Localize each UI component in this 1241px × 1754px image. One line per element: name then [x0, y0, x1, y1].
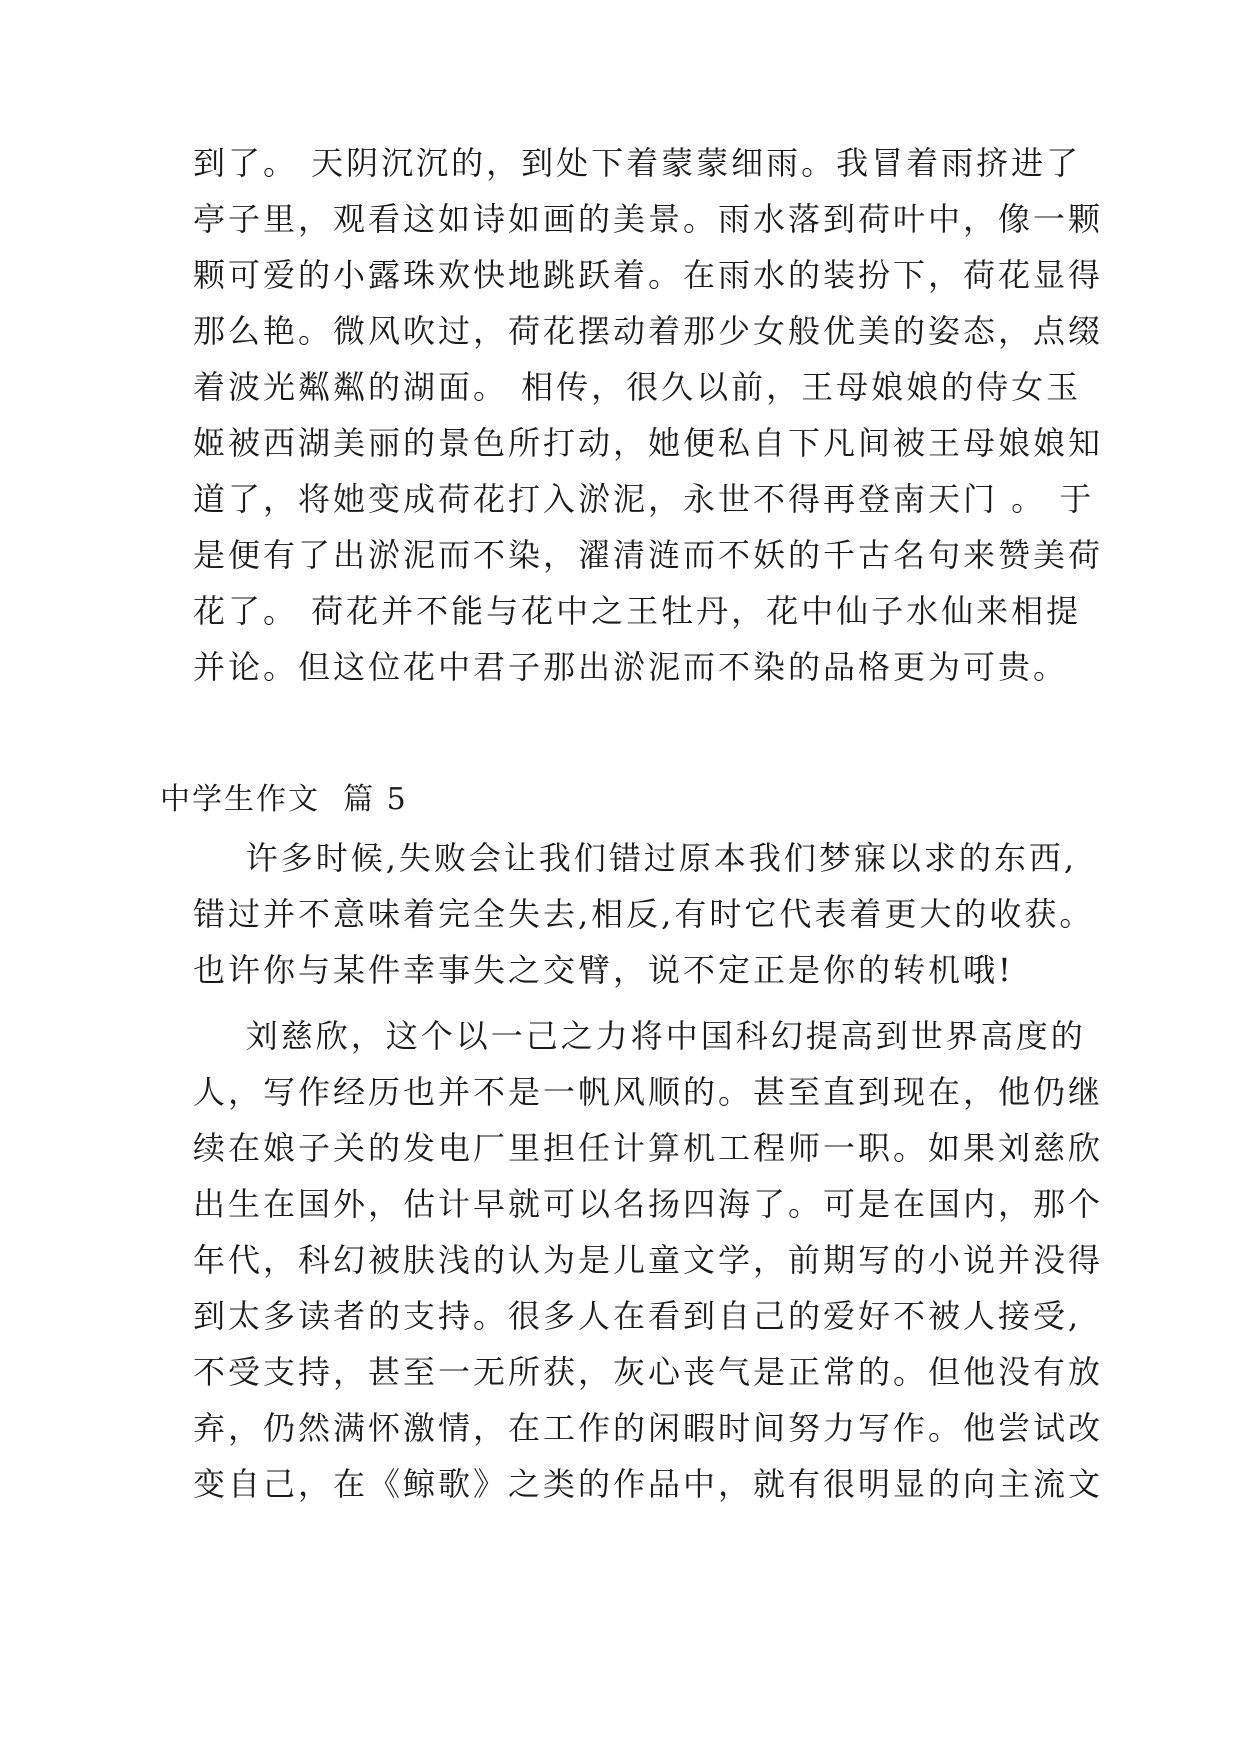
text-line: 年代，科幻被肤浅的认为是儿童文学，前期写的小说并没得 [193, 1241, 1104, 1279]
text-line: 出生在国外，估计早就可以名扬四海了。可是在国内，那个 [193, 1185, 1104, 1223]
text-line: 错过并不意味着完全失去,相反,有时它代表着更大的收获。 [193, 895, 1095, 933]
text-line: 人，写作经历也并不是一帆风顺的。甚至直到现在，他仍继 [193, 1073, 1104, 1111]
text-line: 并论。但这位花中君子那出淤泥而不染的品格更为可贵。 [193, 648, 1069, 686]
text-line: 到了。 天阴沉沉的，到处下着蒙蒙细雨。我冒着雨挤进了 [193, 144, 1082, 182]
text-line: 着波光粼粼的湖面。 相传，很久以前，王母娘娘的侍女玉 [193, 368, 1082, 406]
text-line: 道了，将她变成荷花打入淤泥，永世不得再登南天门 。 于 [193, 480, 1095, 518]
text-line: 花了。 荷花并不能与花中之王牡丹，花中仙子水仙来相提 [193, 592, 1082, 630]
text-line: 许多时候,失败会让我们错过原本我们梦寐以求的东西, [193, 839, 1078, 877]
text-line: 也许你与某件幸事失之交臂，说不定正是你的转机哦! [193, 951, 1014, 989]
text-line: 是便有了出淤泥而不染，濯清涟而不妖的千古名句来赞美荷 [193, 536, 1104, 574]
text-line: 变自己，在《鲸歌》之类的作品中，就有很明显的向主流文 [193, 1465, 1104, 1503]
text-line: 到太多读者的支持。很多人在看到自己的爱好不被人接受, [193, 1297, 1082, 1335]
text-line: 颗可爱的小露珠欢快地跳跃着。在雨水的装扮下，荷花显得 [193, 256, 1104, 294]
section-heading: 中学生作文 篇 5 [160, 782, 408, 817]
text-line: 那么艳。微风吹过，荷花摆动着那少女般优美的姿态，点缀 [193, 312, 1104, 350]
text-line: 刘慈欣，这个以一己之力将中国科幻提高到世界高度的 [193, 1017, 1086, 1055]
text-line: 弃，仍然满怀激情，在工作的闲暇时间努力写作。他尝试改 [193, 1409, 1104, 1447]
text-line: 续在娘子关的发电厂里担任计算机工程师一职。如果刘慈欣 [193, 1129, 1104, 1167]
text-line: 亭子里，观看这如诗如画的美景。雨水落到荷叶中，像一颗 [193, 200, 1104, 238]
text-line: 姬被西湖美丽的景色所打动，她便私自下凡间被王母娘娘知 [193, 424, 1104, 462]
text-line: 不受支持，甚至一无所获，灰心丧气是正常的。但他没有放 [193, 1353, 1104, 1391]
